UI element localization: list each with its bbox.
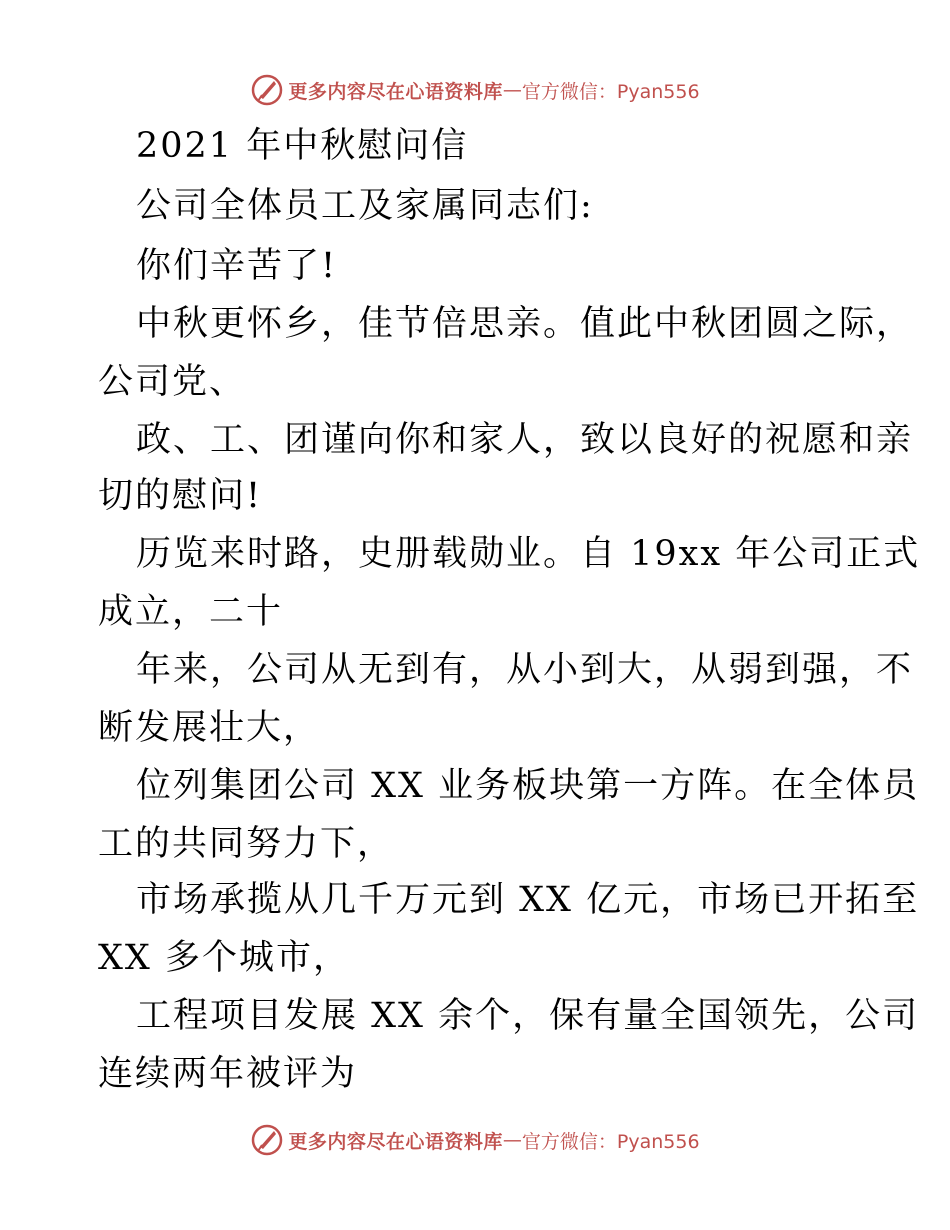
watermark-banner-bottom xyxy=(0,1120,950,1160)
letter-line: 公司党、 xyxy=(98,362,247,402)
letter-line: 成立，二十 xyxy=(98,592,284,632)
letter-line: 连续两年被评为 xyxy=(98,1054,358,1094)
letter-line: 历览来时路，史册载勋业。自 19xx 年公司正式 xyxy=(136,534,921,574)
letter-line: 你们辛苦了! xyxy=(136,246,338,286)
letter-line: 位列集团公司 XX 业务板块第一方阵。在全体员 xyxy=(136,766,920,806)
letter-line: 断发展壮大， xyxy=(98,708,321,748)
letter-line: 工程项目发展 XX 余个，保有量全国领先，公司 xyxy=(136,996,920,1036)
letter-line: 中秋更怀乡，佳节倍思亲。值此中秋团圆之际， xyxy=(136,304,914,344)
quill-logo-icon xyxy=(250,1123,284,1157)
letter-line: 市场承揽从几千万元到 XX 亿元，市场已开拓至 xyxy=(136,880,920,920)
watermark-wechat: 官方微信：Pyan556 xyxy=(521,1130,700,1153)
watermark-separator: — xyxy=(502,1129,522,1151)
letter-line: 工的共同努力下， xyxy=(98,824,395,864)
watermark-text: 更多内容尽在心语资料库 xyxy=(288,1130,503,1153)
letter-line: 年来，公司从无到有，从小到大，从弱到强，不 xyxy=(136,650,914,690)
letter-line: 切的慰问! xyxy=(98,476,263,516)
quill-logo-icon xyxy=(250,73,284,107)
letter-salutation: 公司全体员工及家属同志们: xyxy=(136,186,594,226)
letter-title: 2021 年中秋慰问信 xyxy=(136,126,469,166)
watermark-text: 更多内容尽在心语资料库 xyxy=(288,80,503,103)
watermark-wechat: 官方微信：Pyan556 xyxy=(521,80,700,103)
watermark-separator: — xyxy=(502,79,522,101)
letter-line: 政、工、团谨向你和家人，致以良好的祝愿和亲 xyxy=(136,420,914,460)
watermark-banner-top xyxy=(0,70,950,110)
letter-line: XX 多个城市， xyxy=(98,938,350,978)
